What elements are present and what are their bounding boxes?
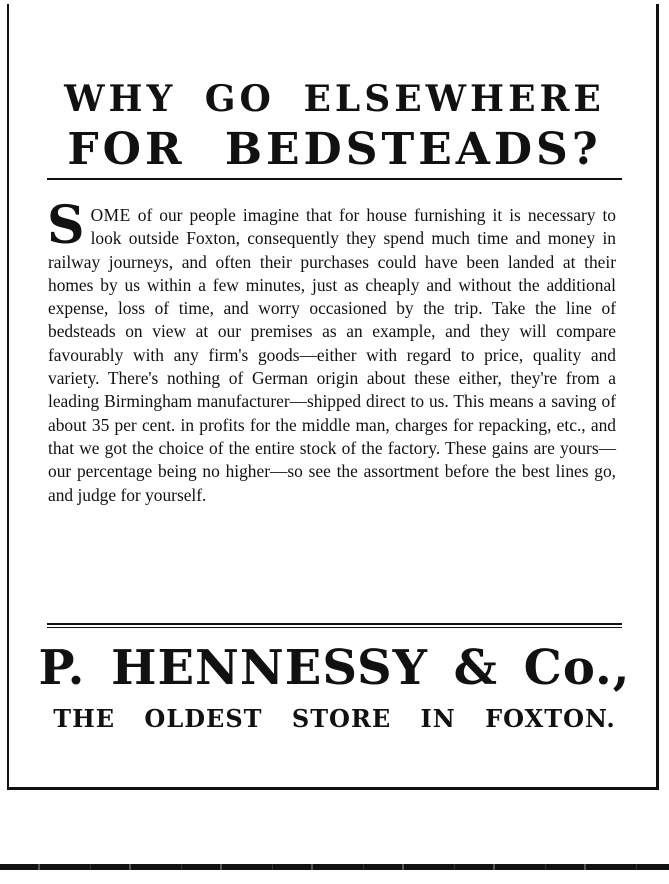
store-tagline: THE OLDEST STORE IN FOXTON. [53,704,616,733]
firm-name: P. HENNESSY & Co., [38,640,631,696]
page-bottom-rule [0,864,669,870]
headline-line-2: FOR BEDSTEADS? [67,124,602,175]
body-paragraph: of our people imagine that for house furnishing it is necessary to look outside Foxton, consequently they spend much time and money in railway journeys, and often their purchases could have been landed at their homes by us within a few minutes, just as cheaply and without the additional expense, loss of time, and worry occasioned by the trip. Take the line of bedsteads on view at our premises as an example, and they will compare favourably with any firm's goods—either with regard to price, quality and variety. There's nothing of German origin about these either, they're from a leading Birmingham manufacturer—shipped direct to us. This means a saving of about 35 per cent. in profits for the middle man, charges for repacking, etc., and that we got the choice of the entire stock of the factory. These gains are yours—our percentage being no higher—so see the assortment before the best lines go, and judge for yourself. [48,205,616,505]
headline-line-1: WHY GO ELSEWHERE [64,78,605,120]
drop-cap: S [47,195,85,256]
headline-divider [47,178,622,180]
footer-divider-thick [47,623,622,625]
footer-divider-thin [47,627,622,628]
body-first-word: OME [90,205,131,225]
advertisement-body [47,195,616,507]
